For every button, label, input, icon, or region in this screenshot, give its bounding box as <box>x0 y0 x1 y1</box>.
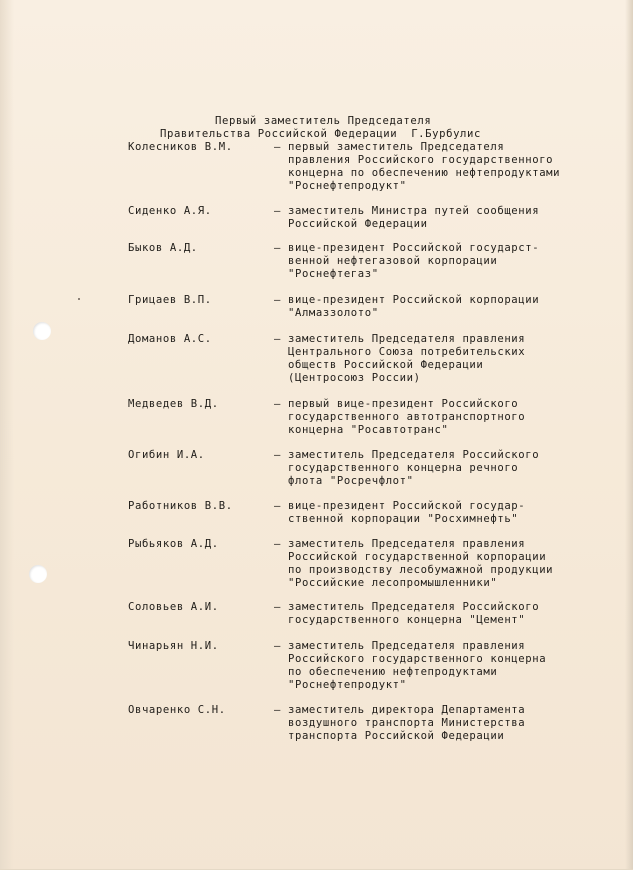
description-line: по обеспечению нефтепродуктами <box>288 666 498 678</box>
person-name: Грицаев В.П. <box>128 294 212 306</box>
person-name: Овчаренко С.Н. <box>128 704 226 716</box>
position-description <box>288 294 598 320</box>
description-line: "Российские лесопромышленники" <box>288 577 498 589</box>
description-line: правления Российского государственного <box>288 154 554 166</box>
position-description <box>288 141 598 193</box>
description-line: заместитель Министра путей сообщения <box>288 205 540 217</box>
description-line: Российской Федерации <box>288 218 428 230</box>
person-name: Чинарьян Н.И. <box>128 640 219 652</box>
person-name: Соловьев А.И. <box>128 601 219 613</box>
description-line: первый вице-президент Российского <box>288 398 519 410</box>
description-line: "Роснефтепродукт" <box>288 180 407 192</box>
description-line: Центрального Союза потребительских <box>288 346 526 358</box>
person-name: Доманов А.С. <box>128 333 212 345</box>
description-line: вице-президент Российской государст- <box>288 242 540 254</box>
description-line: заместитель Председателя правления <box>288 333 526 345</box>
person-name: Колесников В.М. <box>128 141 233 153</box>
document-header <box>150 115 570 141</box>
description-line: (Центросоюз России) <box>288 372 421 384</box>
dash-separator: – <box>274 398 281 410</box>
punch-hole <box>33 322 51 340</box>
description-line: "Роснефтепродукт" <box>288 679 407 691</box>
description-line: первый заместитель Председателя <box>288 141 505 153</box>
position-description <box>288 333 598 385</box>
person-name: Работников В.В. <box>128 500 233 512</box>
description-line: заместитель Председателя Российского <box>288 601 540 613</box>
dash-separator: – <box>274 205 281 217</box>
position-description <box>288 704 598 743</box>
position-description <box>288 398 598 437</box>
description-line: заместитель Председателя Российского <box>288 449 540 461</box>
dash-separator: – <box>274 640 281 652</box>
description-line: заместитель директора Департамента <box>288 704 526 716</box>
dash-separator: – <box>274 294 281 306</box>
page-right-shadow <box>625 0 633 882</box>
position-description <box>288 601 598 627</box>
description-line: вице-президент Российской корпорации <box>288 294 540 306</box>
position-description <box>288 640 598 692</box>
description-line: воздушного транспорта Министерства <box>288 717 526 729</box>
dash-separator: – <box>274 704 281 716</box>
person-name: Огибин И.А. <box>128 449 205 461</box>
description-line: заместитель Председателя правления <box>288 538 526 550</box>
page-left-shadow <box>0 0 14 882</box>
person-name: Сиденко А.Я. <box>128 205 212 217</box>
description-line: государственного концерна "Цемент" <box>288 614 526 626</box>
dash-separator: – <box>274 500 281 512</box>
position-description <box>288 500 598 526</box>
position-description <box>288 242 598 281</box>
person-name: Быков А.Д. <box>128 242 198 254</box>
position-description <box>288 538 598 590</box>
page-bottom-edge <box>0 869 633 882</box>
description-line: концерна "Росавтотранс" <box>288 424 449 436</box>
dash-separator: – <box>274 449 281 461</box>
dash-separator: – <box>274 141 281 153</box>
header-subtitle: Правительства Российской Федерации Г.Бурбулис <box>160 128 481 140</box>
header-title: Первый заместитель Председателя <box>215 115 432 127</box>
description-line: ственной корпорации "Росхимнефть" <box>288 513 519 525</box>
person-name: Медведев В.Д. <box>128 398 219 410</box>
person-name: Рыбьяков А.Д. <box>128 538 219 550</box>
description-line: "Роснефтегаз" <box>288 268 379 280</box>
description-line: транспорта Российской Федерации <box>288 730 505 742</box>
description-line: заместитель Председателя правления <box>288 640 526 652</box>
dash-separator: – <box>274 538 281 550</box>
description-line: государственного концерна речного <box>288 462 519 474</box>
description-line: обществ Российской Федерации <box>288 359 484 371</box>
paper-speck <box>78 298 80 300</box>
description-line: флота "Росречфлот" <box>288 475 414 487</box>
description-line: венной нефтегазовой корпорации <box>288 255 498 267</box>
description-line: концерна по обеспечению нефтепродуктами <box>288 167 561 179</box>
position-description <box>288 205 598 231</box>
dash-separator: – <box>274 242 281 254</box>
dash-separator: – <box>274 601 281 613</box>
description-line: "Алмаззолото" <box>288 307 379 319</box>
description-line: Российского государственного концерна <box>288 653 547 665</box>
description-line: вице-президент Российской государ- <box>288 500 526 512</box>
description-line: по производству лесобумажной продукции <box>288 564 554 576</box>
position-description <box>288 449 598 488</box>
dash-separator: – <box>274 333 281 345</box>
description-line: государственного автотранспортного <box>288 411 526 423</box>
description-line: Российской государственной корпорации <box>288 551 547 563</box>
punch-hole <box>29 565 47 583</box>
